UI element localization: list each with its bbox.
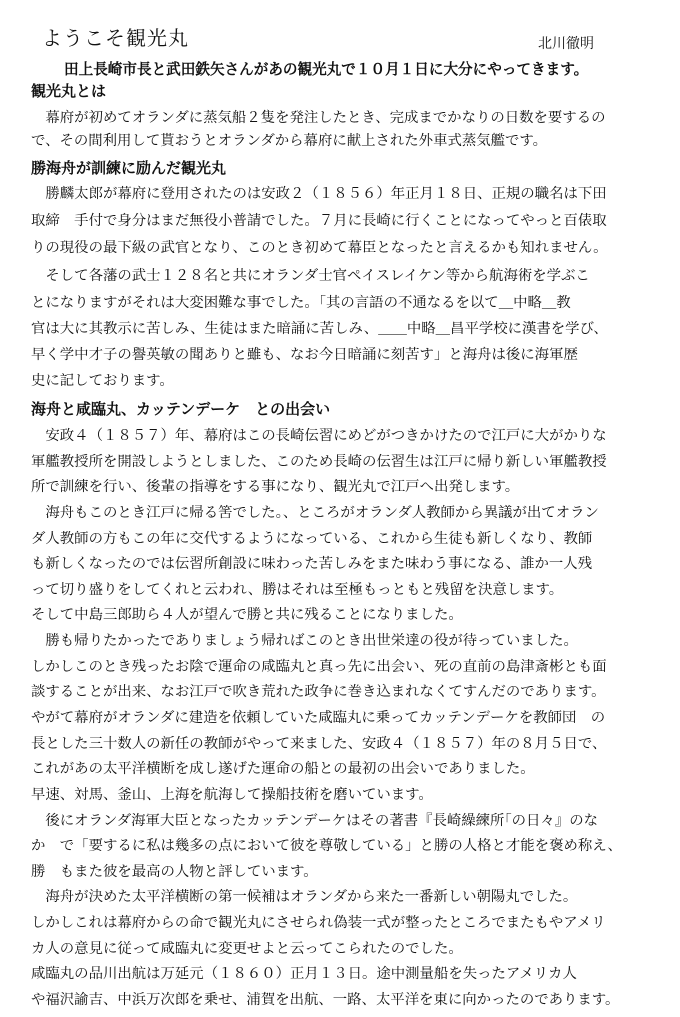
body-line: 幕府が初めてオランダに蒸気船２隻を発注したとき、完成までかなりの日数を要するの (31, 110, 606, 126)
body-line: 早く学中才子の譽英敏の聞ありと雖も、なお今日暗誦に刻苦す」と海舟は後に海軍歴 (31, 347, 578, 363)
body-line: しかしこれは幕府からの命で観光丸にさせられ偽装一式が整ったところでまたもやアメリ (31, 915, 606, 931)
body-line: って切り盛りをしてくれと云われ、勝はそれは至極もっともと残留を決意します。 (31, 582, 564, 598)
document-title: ようこそ観光丸 (42, 26, 189, 50)
section-heading: 勝海舟が訓練に励んだ観光丸 (31, 159, 227, 177)
body-line: 勝 もまた彼を最高の人物と評しています。 (31, 864, 318, 880)
body-line: や福沢諭吉、中浜万次郎を乗せ、浦賀を出航、一路、太平洋を東に向かったのであります。 (31, 992, 620, 1008)
body-line: そして中島三郎助ら４人が望んで勝と共に残ることになりました。 (31, 607, 463, 623)
body-line: 所で訓練を行い、後輩の指導をする事になり、観光丸で江戸へ出発します。 (31, 479, 520, 495)
body-line: 安政４（１８５７）年、幕府はこの長崎伝習にめどがつきかけたので江戸に大がかりな (31, 428, 607, 444)
body-line: で、その間利用して貰おうとオランダから幕府に献上された外車式蒸気艦です。 (31, 133, 548, 149)
body-line: 勝麟太郎が幕府に登用されたのは安政２（１８５６）年正月１８日、正規の職名は下田 (31, 186, 607, 202)
body-line: 咸臨丸の品川出航は万延元（１８６０）正月１３日。途中測量船を失ったアメリカ人 (31, 966, 577, 982)
body-line: りの現役の最下級の武官となり、このとき初めて幕臣となったと言えるかも知れません。 (31, 240, 608, 256)
body-line: か で「要するに私は幾多の点において彼を尊敬している」と勝の人格と才能を褒め称え、 (31, 838, 622, 854)
body-line: とになりますがそれは大変困難な事でした。「其の言語の不通なるを以て＿中略＿教 (31, 295, 571, 311)
body-line: 後にオランダ海軍大臣となったカッテンデーケはその著書『長崎繰練所｢の日々』のな (31, 813, 598, 829)
body-line: 取締 手付で身分はまだ無役小普請でした。７月に長崎に行くことになってやっと百俵取 (31, 213, 607, 229)
body-line: 史に記しております。 (31, 373, 174, 389)
body-line: しかしこのとき残ったお陰で運命の咸臨丸と真っ先に出会い、死の直前の島津斎彬とも面 (31, 659, 607, 675)
body-line: 勝も帰りたかったでありましょう帰ればこのとき出世栄達の役が待っていました。 (31, 633, 578, 649)
body-line: 長とした三十数人の新任の教師がやって来ました、安政４（１８５７）年の８月５日で、 (31, 736, 607, 752)
document-subtitle: 田上長崎市長と武田鉄矢さんがあの観光丸で１０月１日に大分にやってきます。 (64, 61, 589, 78)
body-line: 海舟もこのとき江戸に帰る筈でした。、ところがオランダ人教師から異議が出てオラン (31, 505, 599, 521)
body-line: 軍艦教授所を開設しようとしました、このため長崎の伝習生は江戸に帰り新しい軍艦教授 (31, 454, 607, 470)
body-line: 談することが出来、なお江戸で吹き荒れた政争に巻き込まれなくてすんだのであります。 (31, 684, 606, 700)
body-line: やがて幕府がオランダに建造を依頼していた咸臨丸に乗ってカッテンデーケを教師団 の (31, 710, 606, 726)
body-line: ダ人教師の方もこの年に交代するようになっている、これから生徒も新しくなり、教師 (31, 531, 593, 547)
body-line: カ人の意見に従って咸臨丸に変更せよと云ってこられたのでした。 (31, 941, 463, 957)
body-line: も新しくなったのでは伝習所創設に味わった苦しみをまた味わう事になる、誰か一人残 (31, 556, 593, 572)
author-name: 北川徹明 (538, 36, 594, 52)
body-line: 海舟が決めた太平洋横断の第一候補はオランダから来た一番新しい朝陽丸でした。 (31, 889, 578, 905)
body-line: そして各藩の武士１２８名と共にオランダ士官ペイスレイケン等から航海術を学ぶこ (31, 268, 590, 284)
body-line: これがあの太平洋横断を成し遂げた運命の船との最初の出会いでありました。 (31, 761, 535, 777)
section-heading: 観光丸とは (31, 82, 107, 100)
body-line: 早速、対馬、釜山、上海を航海して操船技術を磨いています。 (31, 787, 433, 803)
section-heading: 海舟と咸臨丸、カッテンデーケ との出会い (31, 400, 331, 418)
body-line: 官は大に其教示に苦しみ、生徒はまた暗誦に苦しみ、＿＿中略＿昌平学校に漢書を学び、 (31, 321, 608, 337)
